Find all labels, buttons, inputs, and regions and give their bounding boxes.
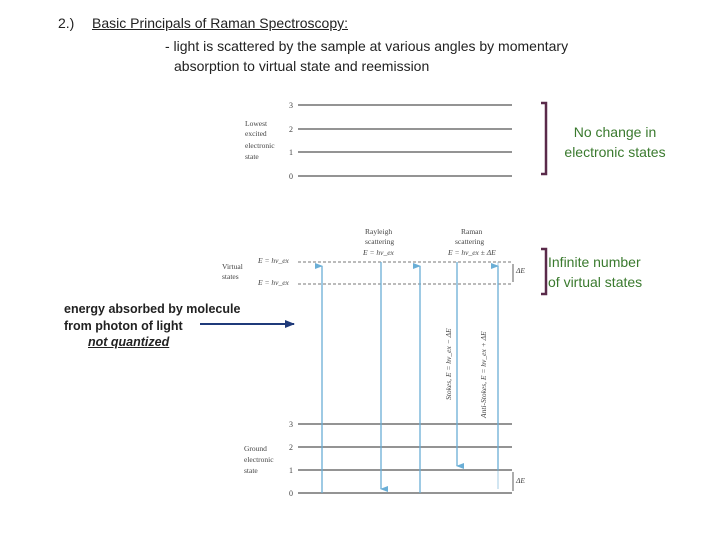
section-number: 2.) [58, 15, 75, 31]
virtual-callout-line-2: of virtual states [548, 274, 643, 290]
electronic-callout-line-2: electronic states [564, 144, 666, 160]
virtual-states-bracket [541, 249, 546, 294]
description-line-1: - light is scattered by the sample at various angles by momentary [165, 38, 569, 54]
antistokes-label: Anti-Stokes, E = hν_ex + ΔE [479, 331, 488, 418]
virtual-state-levels [222, 256, 525, 287]
ground-level-num-1: 1 [289, 466, 293, 475]
excited-level-num-2: 2 [289, 125, 293, 134]
ground-state-levels [244, 420, 525, 498]
excited-state-levels [245, 101, 512, 181]
ground-label-2: electronic [244, 455, 274, 464]
ground-level-num-2: 2 [289, 443, 293, 452]
slide-title: Basic Principals of Raman Spectroscopy: [92, 15, 348, 31]
excited-label-3: electronic [245, 141, 275, 150]
excited-label-2: excited [245, 129, 267, 138]
delta-e-bottom: ΔE [516, 476, 525, 485]
ground-label-3: state [244, 466, 258, 475]
rayleigh-label-2: scattering [365, 237, 395, 246]
ground-level-num-3: 3 [289, 420, 293, 429]
excited-level-num-0: 0 [289, 172, 293, 181]
note-line-2: from photon of light [64, 319, 183, 333]
raman-label-1: Raman [461, 227, 483, 236]
raman-label-2: scattering [455, 237, 485, 246]
delta-e-top: ΔE [516, 266, 525, 275]
electronic-states-bracket [541, 103, 546, 174]
transition-arrows [322, 262, 498, 493]
excited-label-4: state [245, 152, 259, 161]
electronic-callout-line-1: No change in [573, 124, 657, 140]
excited-level-num-3: 3 [289, 101, 293, 110]
note-line-3: not quantized [88, 335, 170, 349]
rayleigh-label-1: Rayleigh [365, 227, 393, 236]
ground-level-num-0: 0 [289, 489, 293, 498]
virtual-callout-line-1: Infinite number [548, 254, 641, 270]
raman-equation: E = hν_ex ± ΔE [448, 248, 496, 257]
ground-label-1: Ground [244, 444, 267, 453]
description-line-2: absorption to virtual state and reemission [174, 58, 430, 74]
excited-label-1: Lowest [245, 119, 268, 128]
virtual-equation-2: E = hν_ex [258, 278, 289, 287]
stokes-label: Stokes, E = hν_ex − ΔE [444, 328, 453, 400]
virtual-label-2: states [222, 272, 239, 281]
note-line-1: energy absorbed by molecule [64, 302, 241, 316]
virtual-label-1: Virtual [222, 262, 243, 271]
excited-level-num-1: 1 [289, 148, 293, 157]
rayleigh-equation: E = hν_ex [363, 248, 394, 257]
virtual-equation-1: E = hν_ex [258, 256, 289, 265]
